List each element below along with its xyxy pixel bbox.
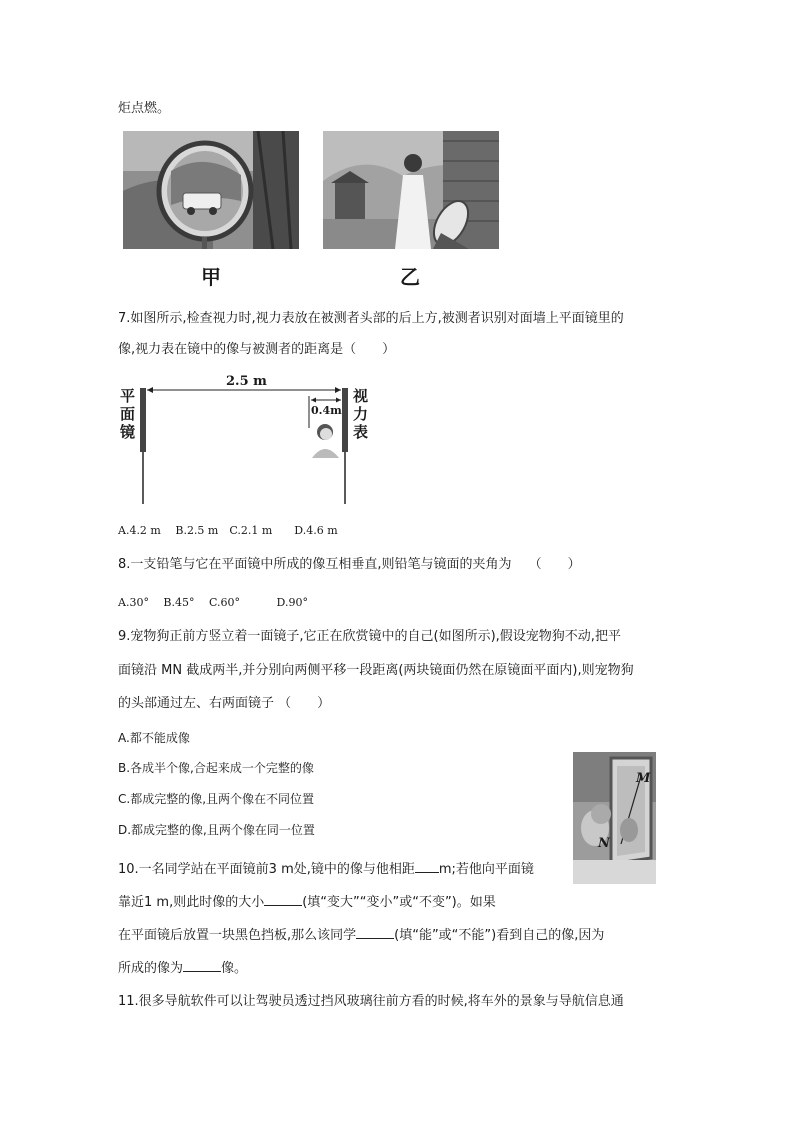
eye-chart-board [342,388,348,452]
q10-blank-4[interactable] [183,958,221,972]
woman-mirror-illustration [323,131,499,249]
q10-line4 [118,958,247,978]
q10-line2-part1: 靠近1 m,则此时像的大小 [118,895,265,910]
q7-stem-line2: 像,视力表在镜中的像与被测者的距离是（ ） [118,342,396,357]
figure-label-jia: 甲 [201,265,221,289]
eye-test-diagram [115,368,385,508]
label-m: M [636,771,651,786]
photo-woman-mirror [323,131,499,249]
q10-blank-3[interactable] [356,925,394,939]
q9-stem-line2: 面镜沿 MN 截成两半,并分别向两侧平移一段距离(两块镜面仍然在原镜面平面内),则宠物狗 [118,663,634,678]
q10-line3-part2: (填“能”或“不能”)看到自己的像,因为 [394,928,605,943]
plane-mirror [140,388,146,452]
q10-line3-part1: 在平面镜后放置一块黑色挡板,那么该同学 [118,928,357,943]
q9-option-d: D.都成完整的像,且两个像在同一位置 [118,823,315,837]
label-eye-chart: 视 力 表 [353,387,369,441]
convex-mirror-illustration [123,131,299,249]
person-figure [312,424,339,458]
q10-blank-2[interactable] [264,892,302,906]
label-n: N [598,836,610,851]
photo-convex-mirror [123,131,299,249]
q10-line1-part1: 10.一名同学站在平面镜前3 m处,镜中的像与他相距 [118,862,415,877]
q10-line1-part2: m;若他向平面镜 [438,862,534,877]
q8-options: A.30° B.45° C.60° D.90° [118,596,308,609]
q6-tail: 炬点燃。 [118,101,171,116]
q9-stem-line3: 的头部通过左、右两面镜子 （ ） [118,696,331,711]
q10-line4-part2: 像。 [221,961,248,976]
q11-stem-line1: 11.很多导航软件可以让驾驶员透过挡风玻璃往前方看的时候,将车外的景象与导航信息通 [118,994,624,1009]
q10-line4-part1: 所成的像为 [118,961,184,976]
q8-stem: 8.一支铅笔与它在平面镜中所成的像互相垂直,则铅笔与镜面的夹角为 （ ） [118,557,581,572]
q10-line2-part2: (填“变大”“变小”或“不变”)。如果 [302,895,496,910]
q7-stem-line1: 7.如图所示,检查视力时,视力表放在被测者头部的后上方,被测者识别对面墙上平面镜里的 [118,311,624,326]
label-small-distance: 0.4m [311,404,342,417]
q10-line2 [118,892,496,912]
figure-label-yi: 乙 [400,265,420,289]
q10-line1 [118,859,534,879]
q9-option-a: A.都不能成像 [118,731,190,745]
q9-stem-line1: 9.宠物狗正前方竖立着一面镜子,它正在欣赏镜中的自己(如图所示),假设宠物狗不动,把平 [118,629,621,644]
q7-options: A.4.2 m B.2.5 m C.2.1 m D.4.6 m [118,524,338,537]
q9-option-c: C.都成完整的像,且两个像在不同位置 [118,792,315,806]
label-plane-mirror: 平 面 镜 [120,387,136,441]
q10-blank-1[interactable] [415,859,439,873]
q10-line3 [118,925,604,945]
label-total-distance: 2.5 m [226,374,267,389]
q9-option-b: B.各成半个像,合起来成一个完整的像 [118,761,314,775]
